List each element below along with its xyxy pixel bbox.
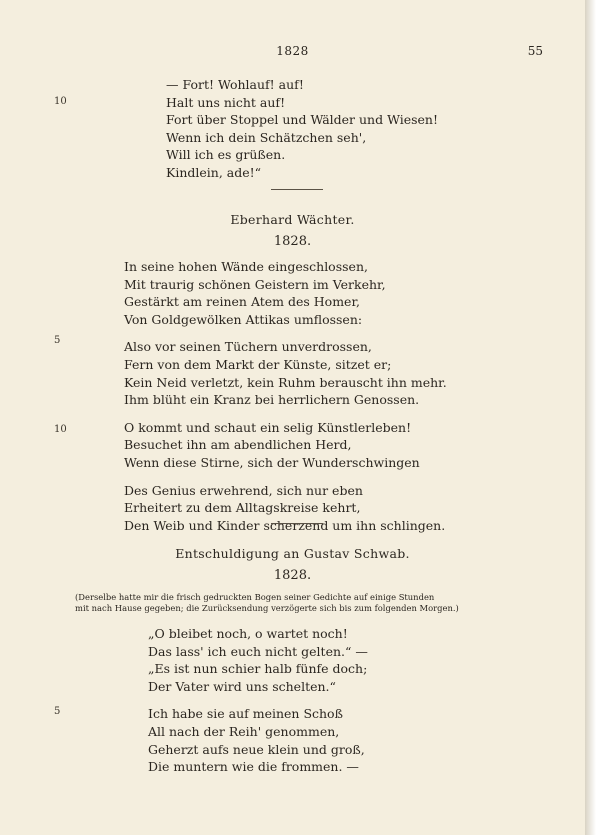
poem-body xyxy=(124,258,447,544)
poem-year: 1828. xyxy=(273,568,312,583)
note-line: mit nach Hause gegeben; die Zurücksendung verzögerte sich bis zum folgenden Morgen.) xyxy=(75,603,459,613)
verse-line: „O bleibet noch, o wartet noch! xyxy=(148,626,348,641)
verse-line: Der Vater wird uns schelten.“ xyxy=(148,678,336,694)
editorial-note xyxy=(75,592,545,614)
verse-line: O kommt und schaut ein selig Künstlerleben! xyxy=(124,419,412,435)
verse-line: Also vor seinen Tüchern unverdrossen, xyxy=(124,339,372,355)
verse-line: „Es ist nun schier halb fünfe doch; xyxy=(148,661,368,677)
verse-line: In seine hohen Wände eingeschlossen, xyxy=(124,259,368,274)
stanza xyxy=(124,258,447,328)
poem-body xyxy=(148,625,368,786)
verse-line: Kein Neid verletzt, kein Ruhm berauscht ihn mehr. xyxy=(124,374,447,390)
poem-year: 1828. xyxy=(273,234,312,249)
stanza xyxy=(148,705,368,775)
section-divider xyxy=(271,523,323,524)
poem-title: Eberhard Wächter. xyxy=(230,212,355,227)
line-number: 10 xyxy=(54,96,67,107)
verse-line: Kindlein, ade!“ xyxy=(166,164,262,180)
page-edge xyxy=(585,0,596,835)
verse-line: Wenn ich dein Schätzchen seh', xyxy=(166,129,367,145)
stanza xyxy=(124,482,447,535)
running-header-year: 1828 xyxy=(276,44,309,58)
verse-line: Erheitert zu dem Alltagskreise kehrt, xyxy=(124,500,361,516)
verse-line: Halt uns nicht auf! xyxy=(166,94,286,110)
verse-line: Des Genius erwehrend, sich nur eben xyxy=(124,482,363,498)
verse-line: Das lass' ich euch nicht gelten.“ — xyxy=(148,643,368,659)
verse-line: Von Goldgewölken Attikas umflossen: xyxy=(124,311,363,327)
verse-line: Fort über Stoppel und Wälder und Wiesen! xyxy=(166,112,438,128)
stanza xyxy=(148,625,368,695)
poem-ending xyxy=(166,76,438,182)
verse-line: Ihm blüht ein Kranz bei herrlichern Genossen. xyxy=(124,392,420,408)
section-divider xyxy=(271,189,323,190)
verse-line: Die muntern wie die frommen. — xyxy=(148,759,359,775)
verse-line: Geherzt aufs neue klein und groß, xyxy=(148,741,365,757)
verse-line: Will ich es grüßen. xyxy=(166,147,286,163)
verse-line: Besuchet ihn am abendlichen Herd, xyxy=(124,437,352,453)
line-number: 5 xyxy=(54,706,61,717)
verse-line: — Fort! Wohlauf! auf! xyxy=(166,77,304,92)
verse-line: Fern von dem Markt der Künste, sitzet er; xyxy=(124,356,392,372)
page-number: 55 xyxy=(527,44,543,58)
note-line: (Derselbe hatte mir die frisch gedruckten Bogen seiner Gedichte auf einige Stunden xyxy=(75,592,435,602)
poem-title: Entschuldigung an Gustav Schwab. xyxy=(175,546,410,561)
verse-line: Den Weib und Kinder scherzend um ihn schlingen. xyxy=(124,517,446,533)
verse-line: Mit traurig schönen Geistern im Verkehr, xyxy=(124,276,386,292)
stanza xyxy=(124,338,447,408)
stanza xyxy=(124,419,447,472)
verse-line: Ich habe sie auf meinen Schoß xyxy=(148,706,343,722)
line-number: 5 xyxy=(54,335,61,346)
verse-line: Gestärkt am reinen Atem des Homer, xyxy=(124,294,361,310)
verse-line: Wenn diese Stirne, sich der Wunderschwingen xyxy=(124,454,420,470)
verse-line: All nach der Reih' genommen, xyxy=(148,723,340,739)
line-number: 10 xyxy=(54,424,67,435)
